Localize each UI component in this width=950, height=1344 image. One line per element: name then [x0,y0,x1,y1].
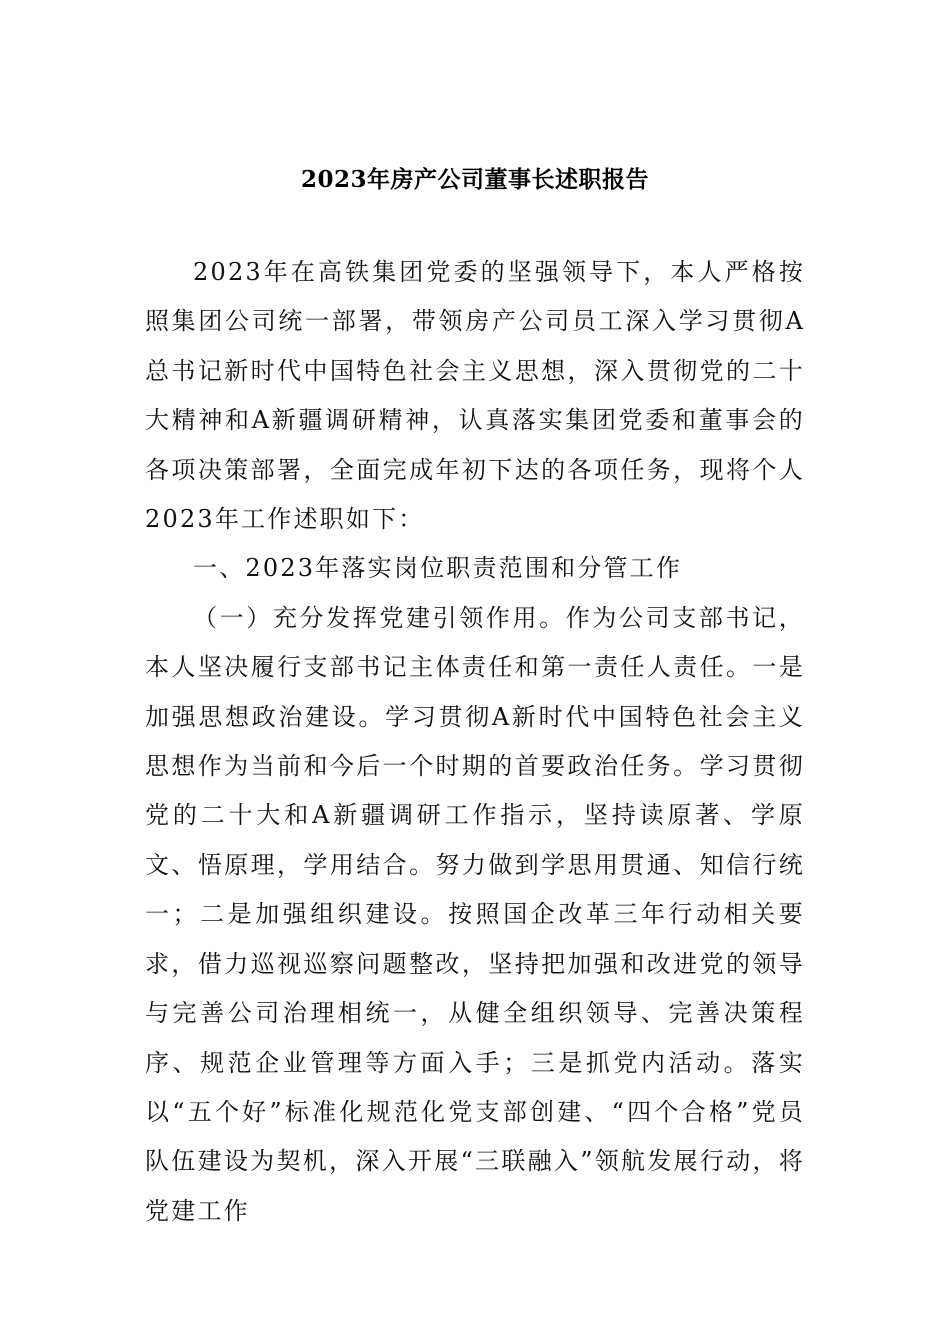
document-body [145,248,805,1236]
paragraph-intro: 2023年在高铁集团党委的坚强领导下，本人严格按照集团公司统一部署，带领房产公司员工深入学习贯彻A总书记新时代中国特色社会主义思想，深入贯彻党的二十大精神和A新疆调研精神，认真落实集团党委和董事会的各项决策部署，全面完成年初下达的各项任务，现将个人2023年工作述职如下： [145,258,805,534]
paragraph-party-building: （一）充分发挥党建引领作用。作为公司支部书记，本人坚决履行支部书记主体责任和第一责任人责任。一是加强思想政治建设。学习贯彻A新时代中国特色社会主义思想作为当前和今后一个时期的首要政治任务。学习贯彻党的二十大和A新疆调研工作指示，坚持读原著、学原文、悟原理，学用结合。努力做到学思用贯通、知信行统一；二是加强组织建设。按照国企改革三年行动相关要求，借力巡视巡察问题整改，坚持把加强和改进党的领导与完善公司治理相统一，从健全组织领导、完善决策程序、规范企业管理等方面入手；三是抓党内活动。落实以“五个好”标准化规范化党支部创建、“四个合格”党员队伍建设为契机，深入开展“三联融入”领航发展行动，将党建工作 [145,603,805,1225]
document-title: 2023年房产公司董事长述职报告 [300,166,649,193]
section-heading: 一、2023年落实岗位职责范围和分管工作 [193,554,683,583]
